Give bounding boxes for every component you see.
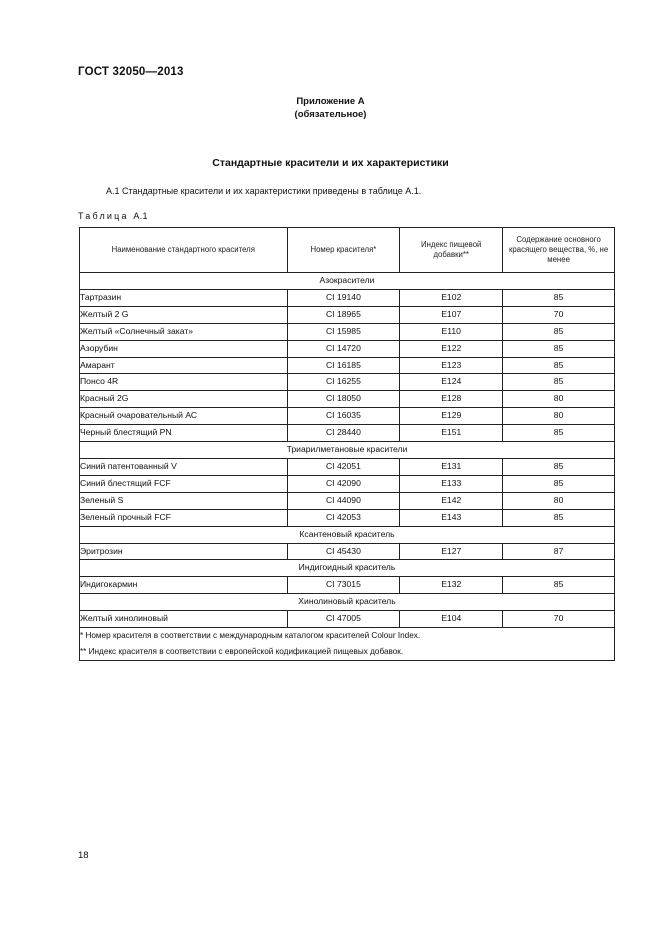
additive-index-cell: E151 (400, 425, 503, 442)
table-body (80, 273, 615, 661)
table-header-row (80, 228, 615, 273)
table-group-row (80, 273, 615, 290)
dye-name-cell: Зеленый прочный FCF (80, 509, 288, 526)
header-additive-index: Индекс пищевой добавки** (400, 228, 503, 273)
appendix-status: (обязательное) (294, 109, 367, 120)
dye-number-cell: CI 15985 (287, 323, 400, 340)
group-title: Хинолиновый краситель (80, 594, 615, 611)
table-group-row (80, 442, 615, 459)
dye-number-cell: CI 42090 (287, 475, 400, 492)
additive-index-cell: E131 (400, 458, 503, 475)
table-row (80, 374, 615, 391)
table-row (80, 289, 615, 306)
dye-name-cell: Синий блестящий FCF (80, 475, 288, 492)
content-cell: 85 (503, 458, 615, 475)
table-label-number: А.1 (133, 211, 148, 221)
dye-number-cell: CI 19140 (287, 289, 400, 306)
dye-name-cell: Индигокармин (80, 577, 288, 594)
dye-number-cell: CI 42051 (287, 458, 400, 475)
table-group-row (80, 526, 615, 543)
dye-name-cell: Тартразин (80, 289, 288, 306)
dye-name-cell: Красный очаровательный АС (80, 408, 288, 425)
appendix-title: Приложение А (296, 96, 365, 107)
dye-number-cell: CI 28440 (287, 425, 400, 442)
content-cell: 85 (503, 509, 615, 526)
additive-index-cell: E122 (400, 340, 503, 357)
content-cell: 85 (503, 577, 615, 594)
content-cell: 70 (503, 611, 615, 628)
table-row (80, 391, 615, 408)
dye-name-cell: Красный 2G (80, 391, 288, 408)
document-header: ГОСТ 32050—2013 (78, 66, 184, 78)
dye-number-cell: CI 42053 (287, 509, 400, 526)
table-row (80, 543, 615, 560)
table-row (80, 458, 615, 475)
additive-index-cell: E133 (400, 475, 503, 492)
table-notes-row (80, 628, 615, 661)
dye-name-cell: Желтый 2 G (80, 306, 288, 323)
dye-name-cell: Желтый «Солнечный закат» (80, 323, 288, 340)
table-row (80, 306, 615, 323)
additive-index-cell: E104 (400, 611, 503, 628)
additive-index-cell: E129 (400, 408, 503, 425)
dye-number-cell: CI 47005 (287, 611, 400, 628)
dye-number-cell: CI 73015 (287, 577, 400, 594)
dye-number-cell: CI 44090 (287, 492, 400, 509)
table-group-row (80, 594, 615, 611)
dye-name-cell: Амарант (80, 357, 288, 374)
table-group-row (80, 560, 615, 577)
header-dye-number: Номер красителя* (287, 228, 400, 273)
table-row (80, 492, 615, 509)
content-cell: 80 (503, 492, 615, 509)
content-cell: 80 (503, 408, 615, 425)
content-cell: 85 (503, 357, 615, 374)
dye-number-cell: CI 16035 (287, 408, 400, 425)
content-cell: 87 (503, 543, 615, 560)
dye-name-cell: Желтый хинолиновый (80, 611, 288, 628)
dyes-table (79, 227, 615, 661)
dye-number-cell: CI 18050 (287, 391, 400, 408)
table-row (80, 408, 615, 425)
additive-index-cell: E110 (400, 323, 503, 340)
dye-number-cell: CI 14720 (287, 340, 400, 357)
additive-index-cell: E107 (400, 306, 503, 323)
header-dye-name: Наименование стандартного красителя (80, 228, 288, 273)
additive-index-cell: E123 (400, 357, 503, 374)
footnote: * Номер красителя в соответствии с международным каталогом красителей Colour Index. (80, 631, 421, 641)
page-number: 18 (78, 850, 89, 861)
dye-name-cell: Эритрозин (80, 543, 288, 560)
additive-index-cell: E128 (400, 391, 503, 408)
table-row (80, 425, 615, 442)
table-row (80, 323, 615, 340)
dye-number-cell: CI 45430 (287, 543, 400, 560)
additive-index-cell: E143 (400, 509, 503, 526)
table-row (80, 357, 615, 374)
content-cell: 85 (503, 374, 615, 391)
dye-number-cell: CI 16185 (287, 357, 400, 374)
table-row (80, 611, 615, 628)
additive-index-cell: E127 (400, 543, 503, 560)
table-label (78, 211, 148, 221)
table-row (80, 475, 615, 492)
additive-index-cell: E132 (400, 577, 503, 594)
additive-index-cell: E124 (400, 374, 503, 391)
table-row (80, 340, 615, 357)
dye-number-cell: CI 18965 (287, 306, 400, 323)
group-title: Индигоидный краситель (80, 560, 615, 577)
intro-paragraph: А.1 Стандартные красители и их характеристики приведены в таблице А.1. (106, 186, 422, 196)
table-row (80, 509, 615, 526)
table-label-word: Таблица (78, 211, 129, 221)
content-cell: 85 (503, 425, 615, 442)
content-cell: 85 (503, 475, 615, 492)
header-content: Содержание основного красящего вещества, %, не менее (503, 228, 615, 273)
table-notes (80, 628, 615, 661)
group-title: Триарилметановые красители (80, 442, 615, 459)
group-title: Ксантеновый краситель (80, 526, 615, 543)
dye-name-cell: Азорубин (80, 340, 288, 357)
dye-name-cell: Черный блестящий PN (80, 425, 288, 442)
content-cell: 85 (503, 323, 615, 340)
section-title: Стандартные красители и их характеристики (212, 157, 449, 169)
content-cell: 85 (503, 289, 615, 306)
additive-index-cell: E142 (400, 492, 503, 509)
group-title: Азокрасители (80, 273, 615, 290)
dye-name-cell: Синий патентованный V (80, 458, 288, 475)
content-cell: 70 (503, 306, 615, 323)
dye-number-cell: CI 16255 (287, 374, 400, 391)
additive-index-cell: E102 (400, 289, 503, 306)
dye-name-cell: Зеленый S (80, 492, 288, 509)
footnote: ** Индекс красителя в соответствии с европейской кодификацией пищевых добавок. (80, 646, 404, 656)
dye-name-cell: Понсо 4R (80, 374, 288, 391)
content-cell: 80 (503, 391, 615, 408)
table-row (80, 577, 615, 594)
content-cell: 85 (503, 340, 615, 357)
